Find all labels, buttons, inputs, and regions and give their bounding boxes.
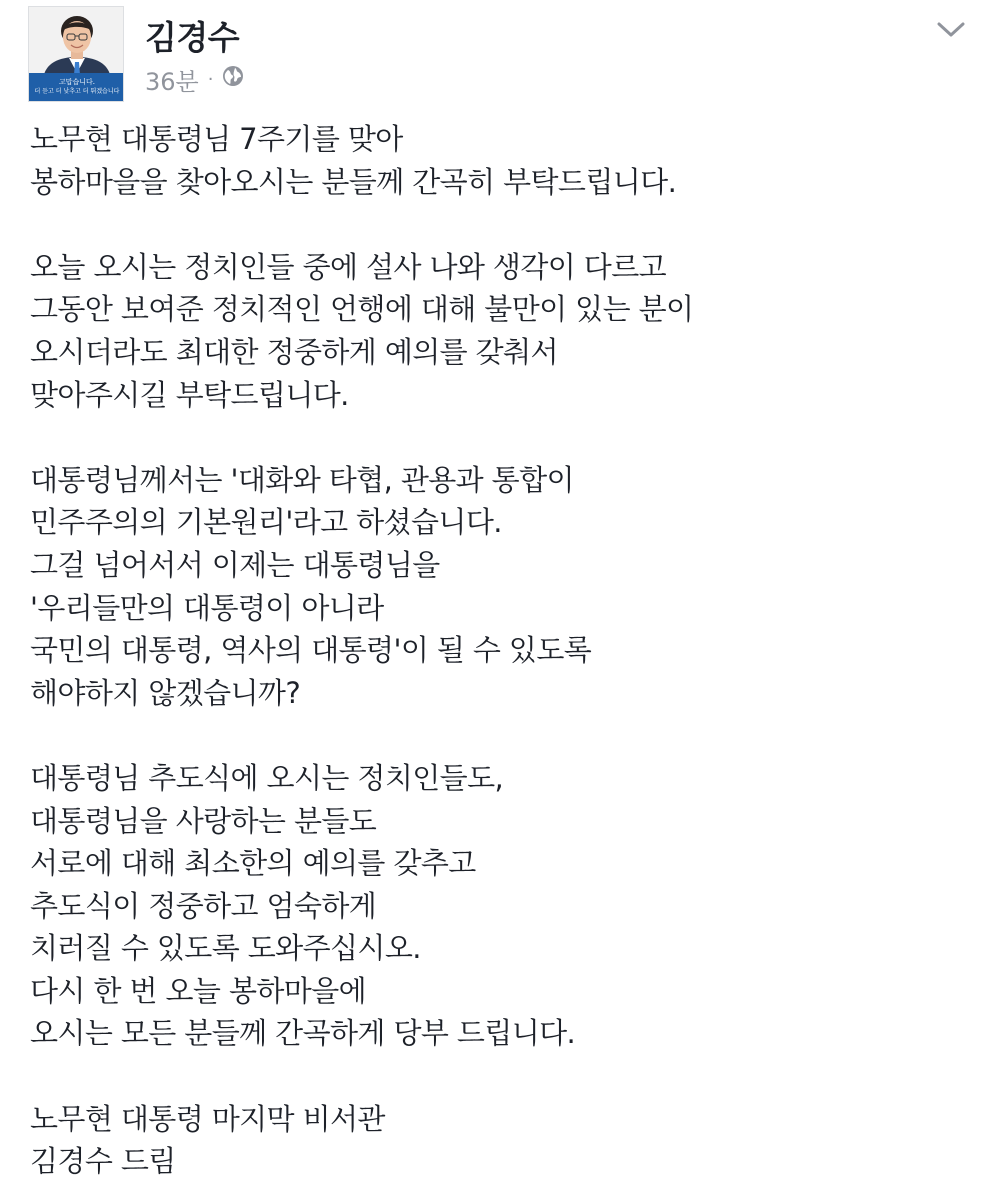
- post-text-line: '우리들만의 대통령이 아니라: [30, 590, 384, 625]
- meta-separator: ·: [207, 68, 214, 90]
- person-photo-icon: [29, 7, 124, 79]
- post-text-line: 민주주의의 기본원리'라고 하셨습니다.: [30, 505, 502, 540]
- author-name[interactable]: 김경수: [145, 18, 240, 57]
- avatar-banner-line2: 더 듣고 더 낮추고 더 뛰겠습니다: [34, 88, 120, 95]
- post-text-line: 해야하지 않겠습니까?: [30, 675, 301, 710]
- post-timestamp[interactable]: 36분: [145, 67, 199, 96]
- post-text-line: 김경수 드림: [30, 1144, 176, 1179]
- post-body: [30, 118, 960, 1183]
- post-text-line: 추도식이 정중하고 엄숙하게: [30, 888, 377, 923]
- avatar-photo: [29, 7, 124, 79]
- post-text-line: 노무현 대통령 마지막 비서관: [30, 1101, 385, 1136]
- post-text-line: 다시 한 번 오늘 봉하마을에: [30, 973, 367, 1008]
- avatar[interactable]: [28, 6, 124, 102]
- post-text-line: 그동안 보여준 정치적인 언행에 대해 불만이 있는 분이: [30, 292, 694, 327]
- post-text-line: 오시더라도 최대한 정중하게 예의를 갖춰서: [30, 334, 558, 369]
- paragraph-spacer: [30, 1055, 960, 1098]
- post-text-line: 오늘 오시는 정치인들 중에 설사 나와 생각이 다르고: [30, 249, 667, 284]
- post-text-line: 노무현 대통령님 7주기를 맞아: [30, 122, 403, 156]
- post-text-line: 서로에 대해 최소한의 예의를 갖추고: [30, 846, 476, 881]
- post-text-line: 치러질 수 있도록 도와주십시오.: [30, 931, 421, 966]
- post-text-line: 오시는 모든 분들께 간곡하게 당부 드립니다.: [30, 1016, 576, 1051]
- paragraph-spacer: [30, 203, 960, 246]
- post-text-line: 맞아주시길 부탁드립니다.: [30, 377, 349, 412]
- avatar-banner-line1: 고맙습니다.: [58, 78, 96, 86]
- post-header: [28, 6, 968, 106]
- post-text-line: 봉하마을을 찾아오시는 분들께 간곡히 부탁드립니다.: [30, 164, 677, 199]
- post-text-line: 대통령님께서는 '대화와 타협, 관용과 통합이: [30, 462, 574, 497]
- avatar-banner: [29, 73, 124, 102]
- post-text-line: 국민의 대통령, 역사의 대통령'이 될 수 있도록: [30, 633, 592, 668]
- post-text-line: 대통령님을 사랑하는 분들도: [30, 803, 377, 838]
- post-text-line: 대통령님 추도식에 오시는 정치인들도,: [30, 760, 504, 795]
- post-text-line: 그걸 넘어서서 이제는 대통령님을: [30, 547, 440, 582]
- paragraph-spacer: [30, 714, 960, 757]
- post-meta: [145, 63, 244, 95]
- paragraph-spacer: [30, 416, 960, 459]
- globe-icon[interactable]: [222, 65, 244, 93]
- chevron-down-icon[interactable]: [934, 16, 968, 44]
